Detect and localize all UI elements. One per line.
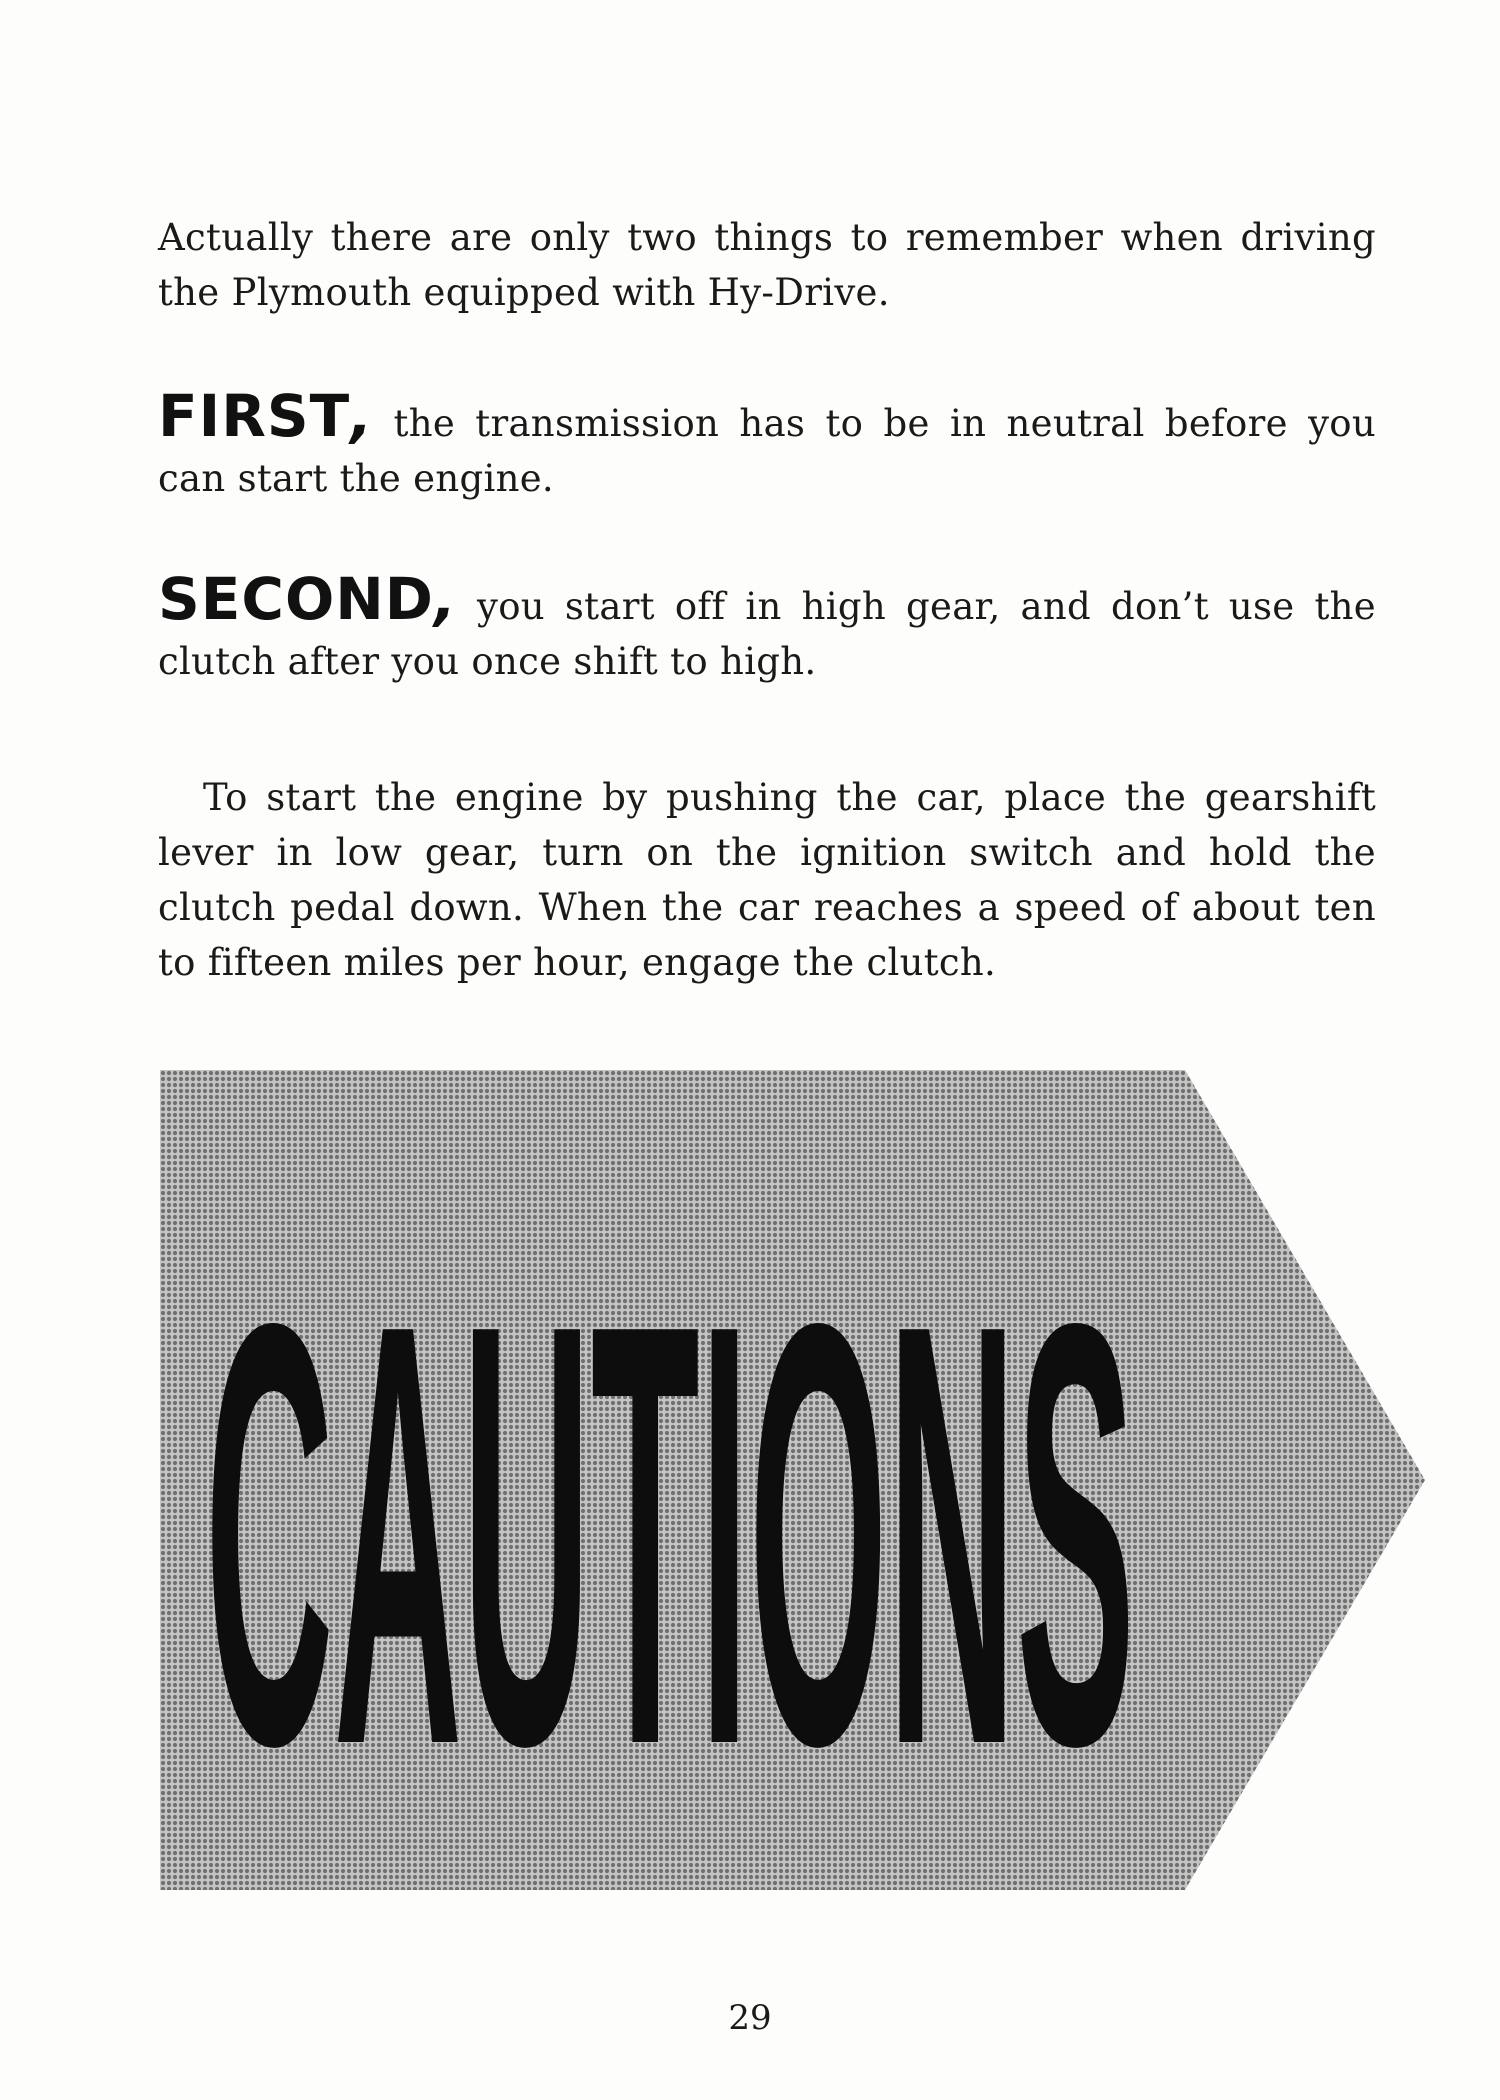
push-start-paragraph: To start the engine by pushing the car, place the gearshift lever in low gear, turn on the ignition switch and hold the clutch pedal down. When the car reaches a speed of about ten to fifteen miles per hour, engage the clutch. xyxy=(158,776,1376,984)
cautions-heading: CAUTIONS xyxy=(205,1200,1135,1870)
first-paragraph xyxy=(158,382,1376,506)
first-paragraph-text: the transmission has to be in neutral before you can start the engine. xyxy=(158,402,1376,500)
cautions-arrow-graphic xyxy=(160,1070,1430,1890)
first-heading: FIRST, xyxy=(158,382,374,450)
page-number: 29 xyxy=(728,1998,772,2038)
second-heading: SECOND, xyxy=(158,565,457,633)
cautions-arrow-banner xyxy=(160,1070,1430,1890)
second-paragraph xyxy=(158,565,1376,689)
second-paragraph-text: you start off in high gear, and don’t use the clutch after you once shift to high. xyxy=(158,585,1376,683)
intro-paragraph: Actually there are only two things to remember when driving the Plymouth equipped with Hy-Drive. xyxy=(158,216,1376,314)
